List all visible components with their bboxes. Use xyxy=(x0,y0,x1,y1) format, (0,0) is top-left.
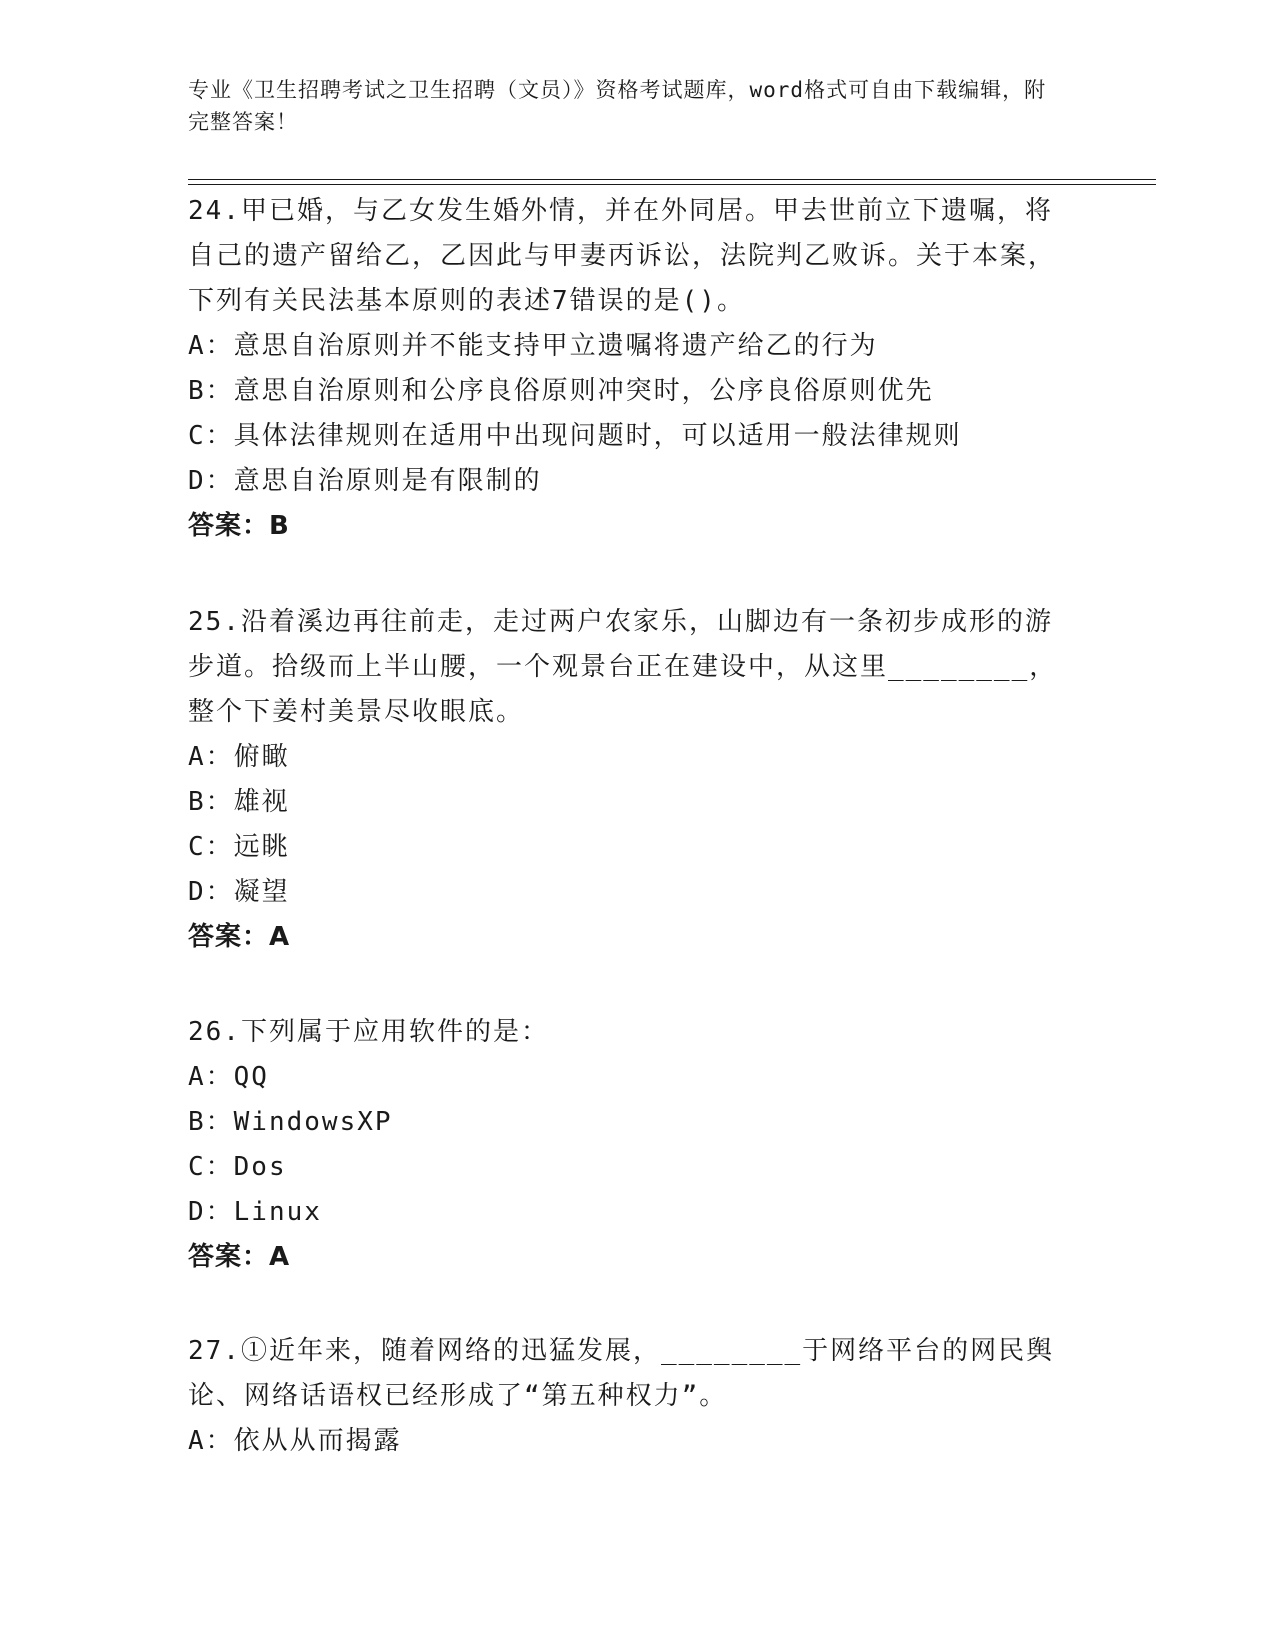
question-stem: 27.①近年来，随着网络的迅猛发展，________于网络平台的网民舆论、网络话语权已经形成了“第五种权力”。 xyxy=(188,1336,1055,1411)
header-divider-top xyxy=(188,179,1156,180)
answer-label: 答案：A xyxy=(188,922,291,952)
document-header xyxy=(188,74,1068,138)
answer-label: 答案：B xyxy=(188,511,290,541)
option-a: A：依从从而揭露 xyxy=(188,1426,402,1456)
option-a: A：意思自治原则并不能支持甲立遗嘱将遗产给乙的行为 xyxy=(188,331,878,361)
answer-label: 答案：A xyxy=(188,1242,291,1272)
option-b: B：雄视 xyxy=(188,787,290,817)
question-stem: 24.甲已婚，与乙女发生婚外情，并在外同居。甲去世前立下遗嘱，将自己的遗产留给乙，乙因此与甲妻丙诉讼，法院判乙败诉。关于本案，下列有关民法基本原则的表述7错误的是()。 xyxy=(188,196,1057,316)
option-d: D：凝望 xyxy=(188,877,290,907)
option-a: A：QQ xyxy=(188,1062,269,1092)
question-stem: 26.下列属于应用软件的是： xyxy=(188,1017,549,1047)
header-divider-bottom xyxy=(188,184,1156,185)
option-c: C：具体法律规则在适用中出现问题时，可以适用一般法律规则 xyxy=(188,421,962,451)
option-c: C：Dos xyxy=(188,1152,287,1182)
question-26 xyxy=(188,1010,1078,1280)
option-b: B：WindowsXP xyxy=(188,1107,393,1137)
header-text: 专业《卫生招聘考试之卫生招聘（文员）》资格考试题库，word格式可自由下载编辑，附完整答案！ xyxy=(188,78,1047,134)
option-d: D：Linux xyxy=(188,1197,322,1227)
question-27 xyxy=(188,1329,1078,1464)
option-c: C：远眺 xyxy=(188,832,290,862)
option-a: A：俯瞰 xyxy=(188,742,290,772)
question-24 xyxy=(188,189,1078,549)
option-b: B：意思自治原则和公序良俗原则冲突时，公序良俗原则优先 xyxy=(188,376,934,406)
option-d: D：意思自治原则是有限制的 xyxy=(188,466,542,496)
question-stem: 25.沿着溪边再往前走，走过两户农家乐，山脚边有一条初步成形的游步道。拾级而上半山腰，一个观景台正在建设中，从这里________，整个下姜村美景尽收眼底。 xyxy=(188,607,1058,727)
question-25 xyxy=(188,600,1078,960)
